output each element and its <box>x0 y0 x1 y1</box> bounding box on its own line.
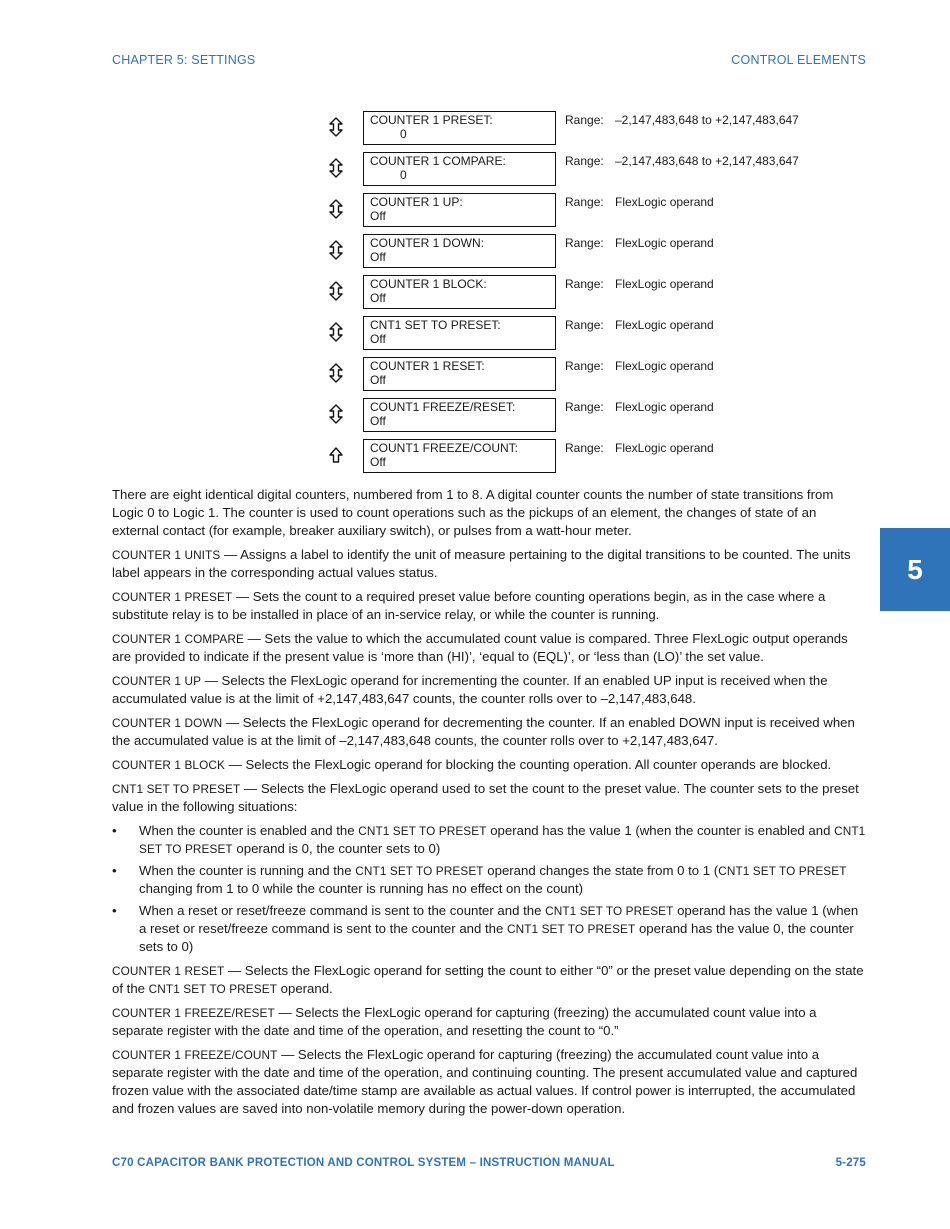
reset-paragraph <box>112 962 866 998</box>
paragraph-text: — Selects the FlexLogic operand for capturing (freezing) the accumulated count value into a separate register with the date and time of the operation, and continuing counting. The present accumulated value and captured frozen value with the associated date/time stamp are available as actual values. If control power is interrupted, the accumulated and frozen values are saved into non-volatile memory during the power-down operation. <box>112 1047 858 1116</box>
setting-name: COUNTER 1 RESET: <box>370 359 485 373</box>
up-down-arrow-icon <box>327 199 345 219</box>
setting-term: CNT1 SET TO PRESET <box>545 904 674 918</box>
range-label: Range: <box>565 195 604 209</box>
up-arrow-icon <box>327 445 345 465</box>
setting-display-box[interactable] <box>363 398 556 432</box>
bullet-text: operand has the value 1 (when a reset or reset/freeze command is sent to the counter and the <box>139 903 859 936</box>
up-down-arrow-icon <box>327 158 345 178</box>
range-value: FlexLogic operand <box>615 359 714 373</box>
paragraph-text: — Selects the FlexLogic operand for setting the count to either “0” or the preset value depending on the state of the <box>112 963 864 996</box>
setting-name: COUNTER 1 PRESET: <box>370 113 493 127</box>
up-down-arrow-icon <box>327 281 345 301</box>
setting-row <box>327 398 887 439</box>
chapter-tab: 5 <box>880 528 950 611</box>
setting-range <box>565 277 714 291</box>
setting-row <box>327 234 887 275</box>
setting-term: COUNTER 1 RESET <box>112 964 225 978</box>
setting-value: Off <box>370 332 386 346</box>
setting-value: Off <box>370 250 386 264</box>
range-value: –2,147,483,648 to +2,147,483,647 <box>615 113 799 127</box>
setting-row <box>327 111 887 152</box>
setting-term: COUNTER 1 FREEZE/COUNT <box>112 1048 278 1062</box>
setting-range <box>565 236 714 250</box>
setting-range <box>565 113 799 127</box>
setting-range <box>565 359 714 373</box>
setting-term: CNT1 SET TO PRESET <box>112 782 241 796</box>
setting-row <box>327 152 887 193</box>
setting-display-box[interactable] <box>363 439 556 473</box>
bullet-text: operand changes the state from 0 to 1 ( <box>483 863 719 878</box>
setting-term: COUNTER 1 PRESET <box>112 590 233 604</box>
section-header: CONTROL ELEMENTS <box>731 53 866 67</box>
compare-paragraph <box>112 630 866 666</box>
up-down-arrow-icon <box>327 363 345 383</box>
bullet-item <box>112 822 866 858</box>
bullet-text: operand is 0, the counter sets to 0) <box>232 841 441 856</box>
setting-range <box>565 441 714 455</box>
range-value: FlexLogic operand <box>615 277 714 291</box>
setting-range <box>565 318 714 332</box>
setting-value: Off <box>370 209 386 223</box>
up-down-arrow-icon <box>327 322 345 342</box>
setting-range <box>565 195 714 209</box>
bullet-item <box>112 862 866 898</box>
setting-value: Off <box>370 414 386 428</box>
block-paragraph <box>112 756 866 774</box>
setting-name: COUNTER 1 COMPARE: <box>370 154 506 168</box>
range-label: Range: <box>565 154 604 168</box>
setting-range <box>565 154 799 168</box>
setting-term: CNT1 SET TO PRESET <box>506 922 636 936</box>
setting-display-box[interactable] <box>363 111 556 145</box>
set-preset-paragraph <box>112 780 866 816</box>
range-label: Range: <box>565 113 604 127</box>
paragraph-text: — Selects the FlexLogic operand for blocking the counting operation. All counter operands are blocked. <box>224 757 832 772</box>
setting-row <box>327 357 887 398</box>
units-paragraph <box>112 546 866 582</box>
setting-range <box>565 400 714 414</box>
paragraph-text: — Sets the value to which the accumulated count value is compared. Three FlexLogic output operands are provided to indicate if the present value is ‘more than (HI)’, ‘equal to (EQL)’, or ‘less than (LO)’ the set value. <box>112 631 848 664</box>
setting-term: COUNTER 1 UP <box>112 674 202 688</box>
setting-value: Off <box>370 291 386 305</box>
range-label: Range: <box>565 318 604 332</box>
body-text <box>112 486 866 1124</box>
page-number: 5-275 <box>835 1157 866 1169</box>
range-value: FlexLogic operand <box>615 441 714 455</box>
setting-display-box[interactable] <box>363 275 556 309</box>
setting-term: CNT1 SET TO PRESET <box>148 982 277 996</box>
settings-menu <box>327 111 887 480</box>
setting-value: Off <box>370 373 386 387</box>
up-down-arrow-icon <box>327 117 345 137</box>
paragraph-text: — Assigns a label to identify the unit of measure pertaining to the digital transitions to be counted. The units label appears in the corresponding actual values status. <box>112 547 851 580</box>
setting-row <box>327 316 887 357</box>
range-label: Range: <box>565 277 604 291</box>
setting-term: COUNTER 1 COMPARE <box>112 632 244 646</box>
setting-display-box[interactable] <box>363 152 556 186</box>
chapter-header: CHAPTER 5: SETTINGS <box>112 53 256 67</box>
freeze-reset-paragraph <box>112 1004 866 1040</box>
setting-display-box[interactable] <box>363 357 556 391</box>
range-label: Range: <box>565 236 604 250</box>
paragraph-text: — Selects the FlexLogic operand for capturing (freezing) the accumulated count value into a separate register with the date and time of the operation, and resetting the count to “0.” <box>112 1005 817 1038</box>
manual-title-footer: C70 CAPACITOR BANK PROTECTION AND CONTROL SYSTEM – INSTRUCTION MANUAL <box>112 1157 615 1169</box>
setting-display-box[interactable] <box>363 316 556 350</box>
setting-value: 0 <box>400 127 407 141</box>
bullet-text: When a reset or reset/freeze command is sent to the counter and the <box>139 903 546 918</box>
range-value: FlexLogic operand <box>615 236 714 250</box>
setting-term: CNT1 SET TO PRESET <box>718 864 847 878</box>
paragraph-text: operand. <box>277 981 333 996</box>
setting-term: COUNTER 1 DOWN <box>112 716 223 730</box>
setting-row <box>327 439 887 480</box>
bullet-text: operand has the value 1 (when the counter is enabled and <box>486 823 835 838</box>
bullet-text: changing from 1 to 0 while the counter is running has no effect on the count) <box>139 881 584 896</box>
bullet-text: When the counter is running and the <box>139 863 356 878</box>
range-value: –2,147,483,648 to +2,147,483,647 <box>615 154 799 168</box>
setting-term: COUNTER 1 UNITS <box>112 548 221 562</box>
setting-row <box>327 275 887 316</box>
bullet-symbol: • <box>112 823 117 838</box>
setting-value: 0 <box>400 168 407 182</box>
paragraph-text: — Selects the FlexLogic operand used to set the count to the preset value. The counter sets to the preset value in the following situations: <box>112 781 859 814</box>
setting-term: CNT1 SET TO PRESET <box>355 864 484 878</box>
paragraph-text: — Sets the count to a required preset value before counting operations begin, as in the case where a substitute relay is to be installed in place of an in-service relay, or while the counter is running. <box>112 589 826 622</box>
up-paragraph <box>112 672 866 708</box>
intro-paragraph: There are eight identical digital counters, numbered from 1 to 8. A digital counter counts the number of state transitions from Logic 0 to Logic 1. The counter is used to count operations such as the pickups of an element, the changes of state of an external contact (for example, breaker auxiliary switch), or pulses from a watt-hour meter. <box>112 487 834 538</box>
setting-name: COUNT1 FREEZE/COUNT: <box>370 441 519 455</box>
setting-name: COUNTER 1 BLOCK: <box>370 277 487 291</box>
bullet-item <box>112 902 866 956</box>
range-value: FlexLogic operand <box>615 400 714 414</box>
setting-term: COUNTER 1 BLOCK <box>112 758 225 772</box>
up-down-arrow-icon <box>327 240 345 260</box>
down-paragraph <box>112 714 866 750</box>
setting-display-box[interactable] <box>363 234 556 268</box>
range-label: Range: <box>565 441 604 455</box>
setting-name: COUNTER 1 DOWN: <box>370 236 484 250</box>
range-value: FlexLogic operand <box>615 318 714 332</box>
range-value: FlexLogic operand <box>615 195 714 209</box>
setting-term: CNT1 SET TO PRESET <box>139 824 866 856</box>
paragraph-text: — Selects the FlexLogic operand for decrementing the counter. If an enabled DOWN input is received when the accumulated value is at the limit of –2,147,483,648 counts, the counter rolls over to +2,147,483,647. <box>112 715 855 748</box>
setting-term: CNT1 SET TO PRESET <box>358 824 487 838</box>
setting-name: COUNTER 1 UP: <box>370 195 463 209</box>
up-down-arrow-icon <box>327 404 345 424</box>
setting-row <box>327 193 887 234</box>
bullet-text: When the counter is enabled and the <box>139 823 359 838</box>
setting-name: COUNT1 FREEZE/RESET: <box>370 400 516 414</box>
bullet-text: operand has the value 0, the counter sets to 0) <box>139 921 854 954</box>
setting-name: CNT1 SET TO PRESET: <box>370 318 501 332</box>
bullet-symbol: • <box>112 903 117 918</box>
range-label: Range: <box>565 359 604 373</box>
setting-term: COUNTER 1 FREEZE/RESET <box>112 1006 275 1020</box>
freeze-count-paragraph <box>112 1046 866 1118</box>
preset-paragraph <box>112 588 866 624</box>
setting-display-box[interactable] <box>363 193 556 227</box>
setting-value: Off <box>370 455 386 469</box>
range-label: Range: <box>565 400 604 414</box>
bullet-symbol: • <box>112 863 117 878</box>
paragraph-text: — Selects the FlexLogic operand for incrementing the counter. If an enabled UP input is received when the accumulated value is at the limit of +2,147,483,647 counts, the counter rolls over to –2,147,483,648. <box>112 673 828 706</box>
